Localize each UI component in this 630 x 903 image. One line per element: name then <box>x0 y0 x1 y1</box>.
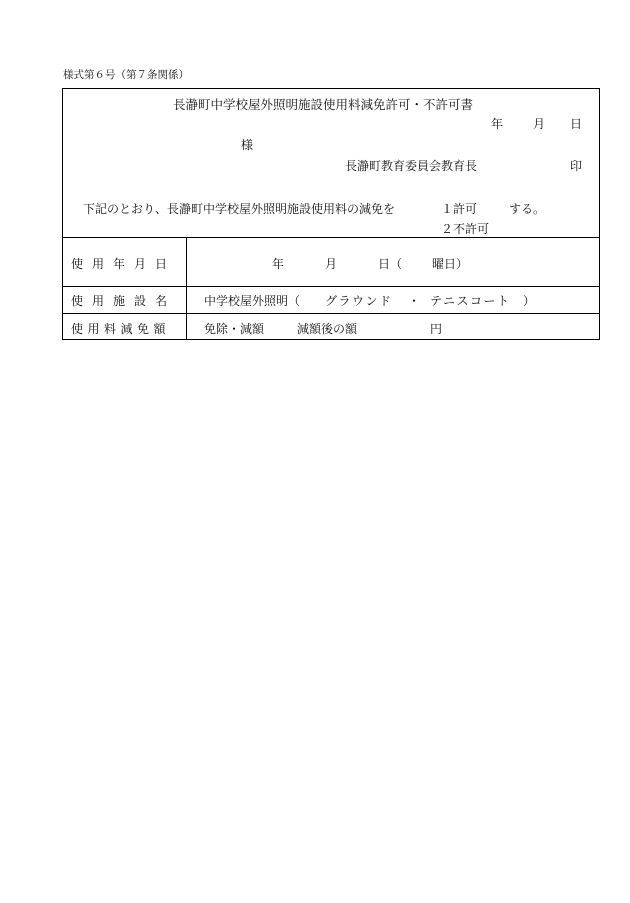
facility-option-tennis: テニスコート <box>430 294 511 308</box>
row-divider-1 <box>63 286 599 287</box>
table-top-border <box>63 237 599 238</box>
form-title: 長瀞町中学校屋外照明施設使用料減免許可・不許可書 <box>173 97 474 112</box>
issuer-title: 長瀞町教育委員会教育長 <box>345 159 478 173</box>
row-label-usage-date: 使用年月日 <box>71 257 177 271</box>
facility-close: ） <box>523 294 536 308</box>
date-day: 日 <box>570 117 583 131</box>
permit-form <box>62 88 600 340</box>
option-approve: １許可 <box>441 202 478 216</box>
facility-separator: ・ <box>408 294 421 308</box>
statement-suffix: する。 <box>509 202 546 216</box>
option-reject: ２不許可 <box>441 222 490 236</box>
date-month: 月 <box>533 117 546 131</box>
facility-name: 中学校屋外照明（ <box>204 294 301 308</box>
form-number-label: 様式第６号（第７条関係） <box>63 69 189 81</box>
column-divider <box>186 237 187 339</box>
fee-after-label: 減額後の額 <box>297 322 358 336</box>
row-label-facility: 使用施設名 <box>71 294 177 308</box>
fee-unit: 円 <box>430 322 443 336</box>
row-divider-2 <box>63 313 599 314</box>
date-year: 年 <box>491 117 504 131</box>
usage-year: 年 <box>272 257 285 271</box>
recipient-suffix: 様 <box>241 138 254 152</box>
usage-month: 月 <box>325 257 338 271</box>
fee-type: 免除・減額 <box>204 322 265 336</box>
seal-mark: 印 <box>570 159 583 173</box>
facility-option-ground: グラウンド <box>325 294 393 308</box>
statement-text: 下記のとおり、長瀞町中学校屋外照明施設使用料の減免を <box>83 202 396 216</box>
usage-day: 日（ <box>378 257 403 271</box>
usage-weekday: 曜日） <box>432 257 469 271</box>
row-label-fee: 使用料減免額 <box>71 322 171 336</box>
